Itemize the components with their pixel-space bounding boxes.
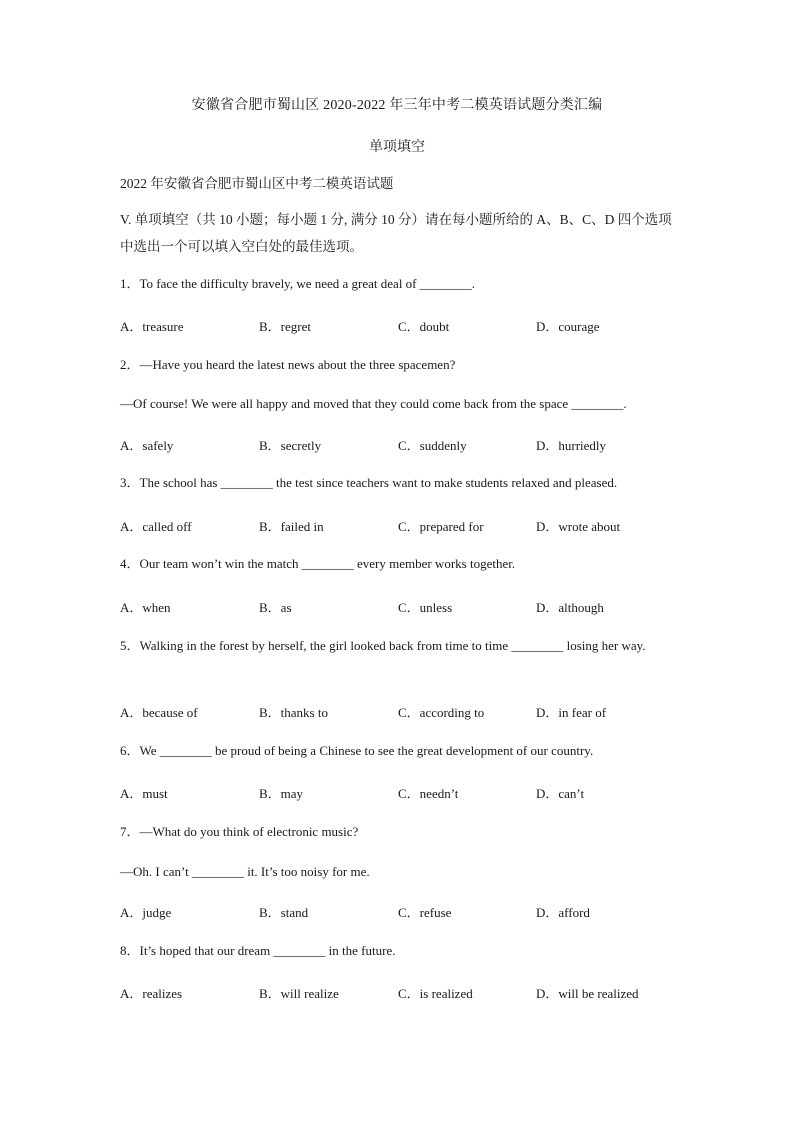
exam-name: 2022 年安徽省合肥市蜀山区中考二模英语试题 <box>120 176 394 191</box>
option-c: C．refuse <box>398 905 452 920</box>
option-b: B．regret <box>259 319 311 334</box>
question-2-options <box>120 435 680 455</box>
question-1-options <box>120 316 680 336</box>
question-8-stem: 8．It’s hoped that our dream ________ in the future. <box>120 943 396 958</box>
instructions: V. 单项填空（共 10 小题；每小题 1 分, 满分 10 分）请在每小题所给的 A、B、C、D 四个选项中选出一个可以填入空白处的最佳选项。 <box>120 212 672 254</box>
question-4-stem: 4．Our team won’t win the match ________ every member works together. <box>120 556 516 571</box>
question-6-options <box>120 783 680 803</box>
question-7-stem: 7．—What do you think of electronic music? <box>120 824 359 839</box>
option-c: C．according to <box>398 705 485 720</box>
option-c: C．suddenly <box>398 438 467 453</box>
option-b: B．thanks to <box>259 705 328 720</box>
question-2-stem: 2．—Have you heard the latest news about the three spacemen? <box>120 357 456 372</box>
question-6-stem: 6．We ________ be proud of being a Chinese to see the great development of our country. <box>120 743 594 758</box>
option-d: D．wrote about <box>536 519 621 534</box>
option-b: B．will realize <box>259 986 339 1001</box>
question-8-options <box>120 983 680 1003</box>
question-5-options <box>120 702 680 722</box>
option-d: D．can’t <box>536 786 585 801</box>
question-3-options <box>120 516 680 536</box>
option-c: C．needn’t <box>398 786 459 801</box>
option-d: D．in fear of <box>536 705 607 720</box>
option-c: C．doubt <box>398 319 450 334</box>
section-title: 单项填空 <box>369 140 425 155</box>
option-d: D．courage <box>536 319 600 334</box>
question-2-reply: —Of course! We were all happy and moved that they could come back from the space ________. <box>120 396 627 411</box>
option-a: A．because of <box>120 705 198 720</box>
option-c: C．prepared for <box>398 519 484 534</box>
question-4-options <box>120 597 680 617</box>
option-d: D．afford <box>536 905 590 920</box>
option-d: D．hurriedly <box>536 438 607 453</box>
option-a: A．must <box>120 786 168 801</box>
option-b: B．may <box>259 786 304 801</box>
document-title: 安徽省合肥市蜀山区 2020-2022 年三年中考二模英语试题分类汇编 <box>191 98 603 113</box>
option-a: A．judge <box>120 905 172 920</box>
option-b: B．failed in <box>259 519 324 534</box>
option-a: A．safely <box>120 438 174 453</box>
option-d: D．although <box>536 600 604 615</box>
option-c: C．is realized <box>398 986 473 1001</box>
option-c: C．unless <box>398 600 453 615</box>
option-a: A．called off <box>120 519 192 534</box>
question-7-options <box>120 902 680 922</box>
option-a: A．treasure <box>120 319 184 334</box>
question-5-stem: 5．Walking in the forest by herself, the girl looked back from time to time ________ losing her way. <box>120 638 646 653</box>
option-b: B．stand <box>259 905 309 920</box>
option-b: B．secretly <box>259 438 322 453</box>
option-d: D．will be realized <box>536 986 639 1001</box>
question-3-stem: 3．The school has ________ the test since teachers want to make students relaxed and pleased. <box>120 475 618 490</box>
question-7-reply: —Oh. I can’t ________ it. It’s too noisy for me. <box>120 864 370 879</box>
question-1-stem: 1．To face the difficulty bravely, we need a great deal of ________. <box>120 276 476 291</box>
option-a: A．realizes <box>120 986 183 1001</box>
option-b: B．as <box>259 600 292 615</box>
option-a: A．when <box>120 600 171 615</box>
